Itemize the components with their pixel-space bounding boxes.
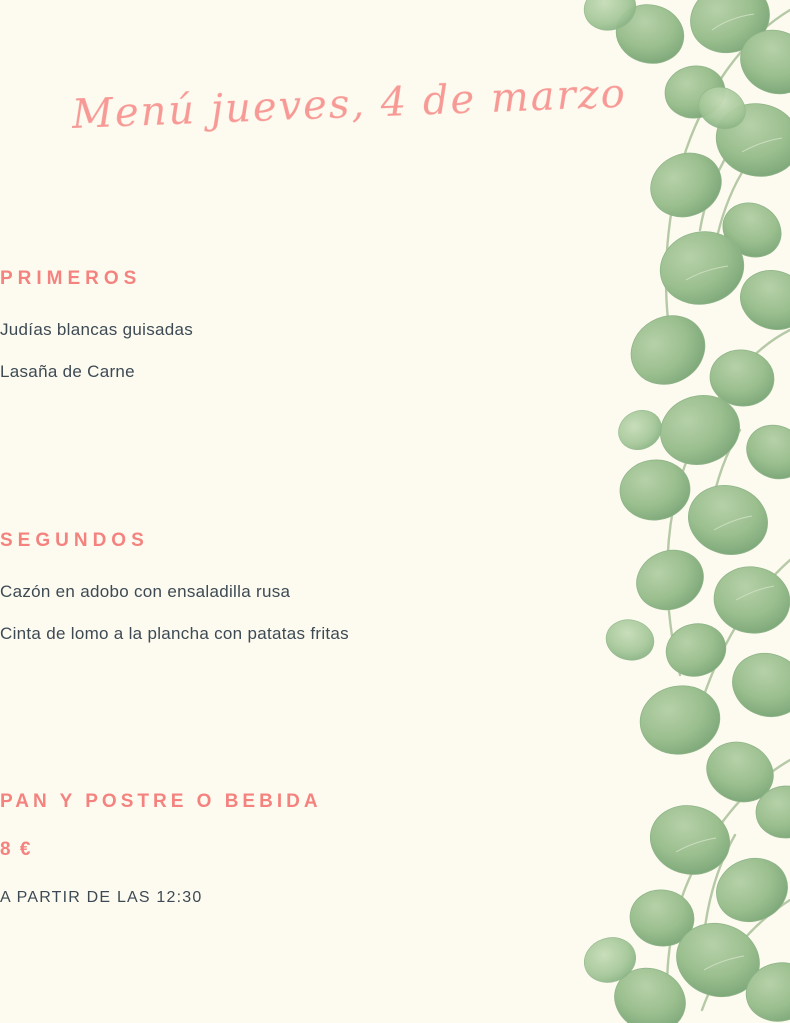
page-title: Menú jueves, 4 de marzo	[71, 70, 628, 138]
dish-item: Lasaña de Carne	[0, 362, 135, 381]
service-time-label: A PARTIR DE LAS 12:30	[0, 889, 203, 906]
footer-heading: PAN Y POSTRE O BEBIDA	[0, 791, 322, 812]
dish-item: Cinta de lomo a la plancha con patatas fritas	[0, 624, 349, 643]
section-heading-primeros: PRIMEROS	[0, 268, 142, 289]
section-heading-segundos: SEGUNDOS	[0, 530, 149, 551]
dish-item: Cazón en adobo con ensaladilla rusa	[0, 582, 291, 601]
price-label: 8 €	[0, 839, 33, 860]
dish-item: Judías blancas guisadas	[0, 320, 194, 339]
section-primeros	[0, 268, 686, 382]
section-segundos	[0, 530, 686, 644]
section-footer	[0, 791, 686, 907]
